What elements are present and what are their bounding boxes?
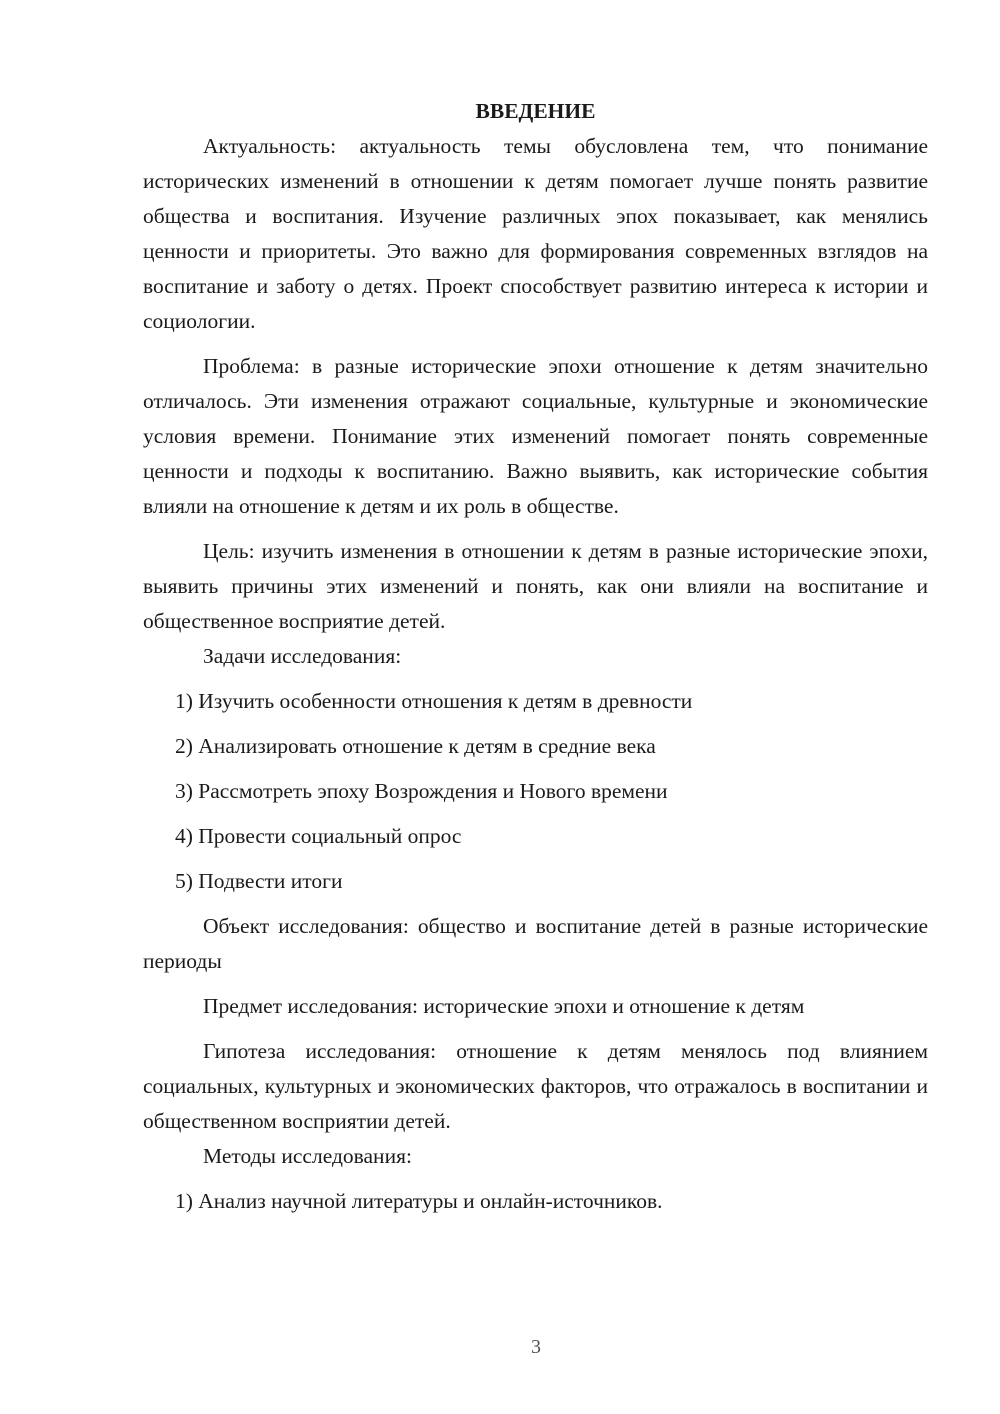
list-item: 2) Анализировать отношение к детям в средние века <box>175 734 656 758</box>
problem-paragraph: Проблема: в разные исторические эпохи отношение к детям значительно отличалось. Эти изменения отражают социальные, культурные и экономические условия времени. Понимание этих изменений помогает понять современные ценности и подходы к воспитанию. Важно выявить, как исторические события влияли на отношение к детям и их роль в обществе. <box>143 354 928 518</box>
page-title: ВВЕДЕНИЕ <box>475 99 596 123</box>
document-page <box>143 94 928 1219</box>
hypothesis-paragraph: Гипотеза исследования: отношение к детям менялось под влиянием социальных, культурных и экономических факторов, что отражалось в воспитании и общественном восприятии детей. <box>143 1039 928 1133</box>
list-item: 4) Провести социальный опрос <box>175 824 462 848</box>
relevance-paragraph: Актуальность: актуальность темы обусловлена тем, что понимание исторических изменений в отношении к детям помогает лучше понять развитие общества и воспитания. Изучение различных эпох показывает, как менялись ценности и приоритеты. Это важно для формирования современных взглядов на воспитание и заботу о детях. Проект способствует развитию интереса к истории и социологии. <box>143 134 928 333</box>
subject-paragraph: Предмет исследования: исторические эпохи и отношение к детям <box>203 994 805 1018</box>
tasks-heading: Задачи исследования: <box>203 644 402 668</box>
methods-heading: Методы исследования: <box>203 1144 412 1168</box>
list-item: 5) Подвести итоги <box>175 869 343 893</box>
list-item: 1) Изучить особенности отношения к детям в древности <box>175 689 693 713</box>
page-number: 3 <box>531 1336 541 1358</box>
goal-paragraph: Цель: изучить изменения в отношении к детям в разные исторические эпохи, выявить причины этих изменений и понять, как они влияли на воспитание и общественное восприятие детей. <box>143 539 928 633</box>
object-paragraph: Объект исследования: общество и воспитание детей в разные исторические периоды <box>143 914 928 973</box>
list-item: 3) Рассмотреть эпоху Возрождения и Нового времени <box>175 779 668 803</box>
tasks-list <box>143 684 928 899</box>
methods-list <box>143 1184 928 1219</box>
list-item: 1) Анализ научной литературы и онлайн-источников. <box>175 1189 663 1213</box>
